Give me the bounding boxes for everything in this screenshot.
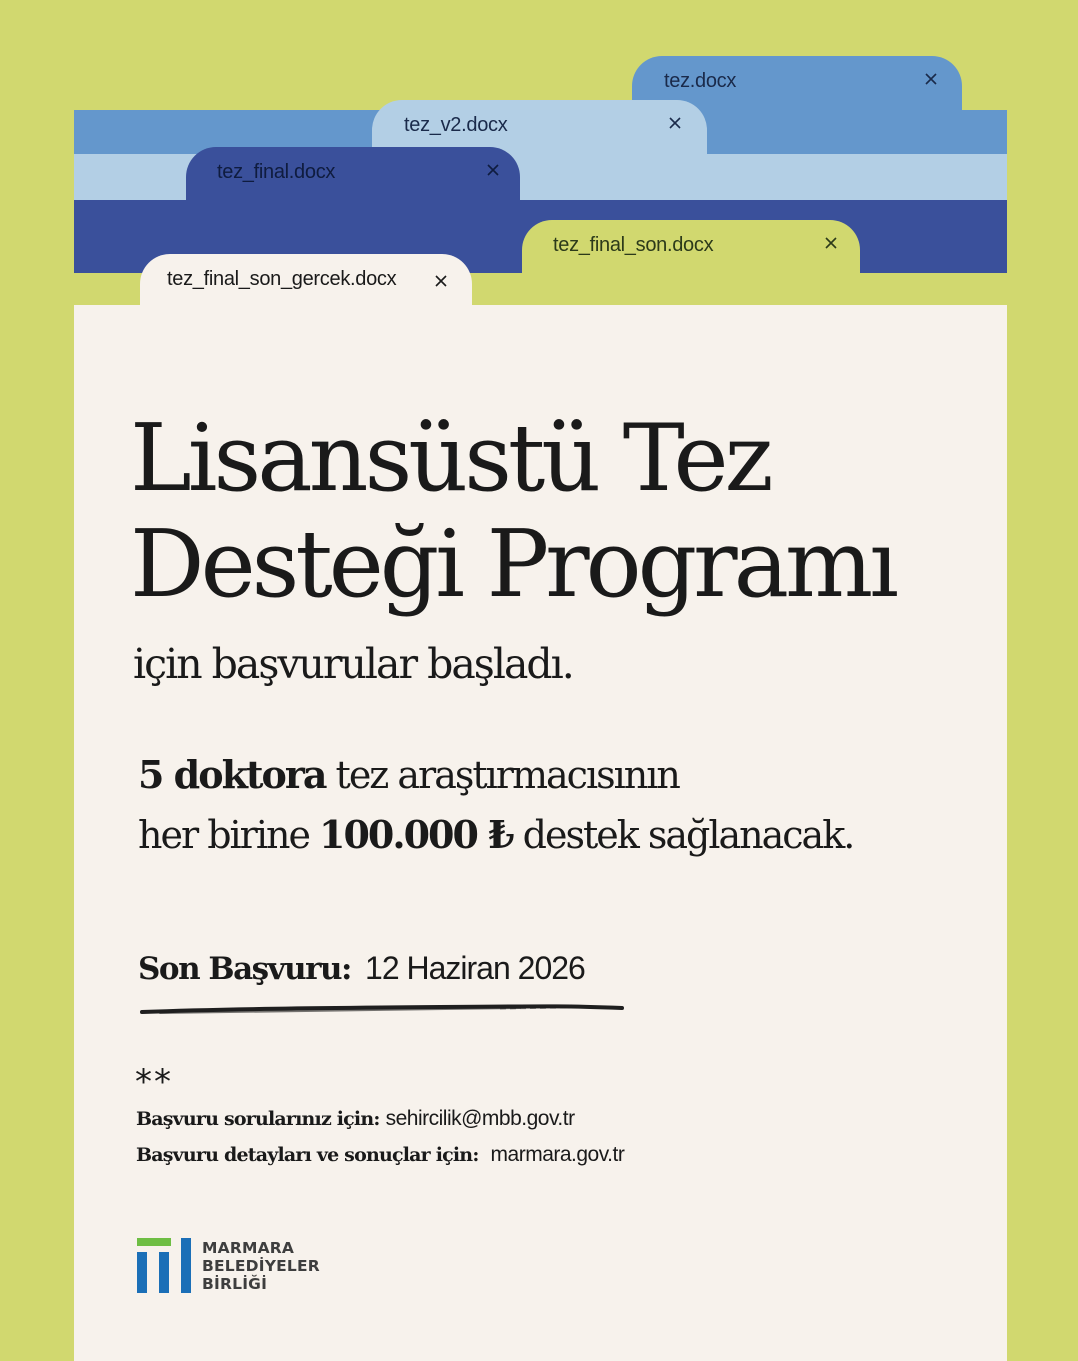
close-icon[interactable] xyxy=(924,72,938,86)
count-bold: 5 doktora xyxy=(138,752,326,797)
page-title-line2: Desteği Programı xyxy=(130,510,895,618)
page-subtitle: için başvurular başladı. xyxy=(133,640,573,688)
amount-prefix: her birine xyxy=(138,813,320,857)
close-icon[interactable] xyxy=(434,274,448,288)
contact-questions xyxy=(136,1107,575,1131)
amount-suffix: destek sağlanacak. xyxy=(512,813,854,857)
close-icon[interactable] xyxy=(824,236,838,250)
close-icon[interactable] xyxy=(486,163,500,177)
footnote-marker: ** xyxy=(135,1062,173,1102)
logo-line3: BİRLİĞİ xyxy=(202,1275,268,1293)
tab-tez-final-docx[interactable] xyxy=(186,147,520,209)
support-amount-line xyxy=(138,812,853,857)
page-title-line1: Lisansüstü Tez xyxy=(130,404,770,512)
marmara-logo-icon xyxy=(137,1238,193,1294)
deadline xyxy=(138,950,585,987)
contact-email[interactable]: sehircilik@mbb.gov.tr xyxy=(385,1107,575,1130)
tab-label: tez_final.docx xyxy=(217,161,336,183)
support-count-line xyxy=(138,752,679,797)
brush-underline xyxy=(140,1000,624,1018)
contact-website[interactable]: marmara.gov.tr xyxy=(490,1143,625,1166)
contact-details xyxy=(136,1143,624,1167)
logo-wordmark xyxy=(202,1239,320,1293)
logo-line1: MARMARA xyxy=(202,1239,295,1257)
tab-label: tez_v2.docx xyxy=(404,114,508,136)
contact-questions-label: Başvuru sorularınız için: xyxy=(136,1108,380,1130)
count-rest: tez araştırmacısının xyxy=(325,753,679,797)
tab-label: tez_final_son.docx xyxy=(553,234,714,256)
contact-details-label: Başvuru detayları ve sonuçlar için: xyxy=(136,1144,479,1166)
tab-tez-final-son-docx[interactable] xyxy=(522,220,860,274)
logo-line2: BELEDİYELER xyxy=(202,1257,320,1275)
tab-label: tez.docx xyxy=(664,70,737,92)
amount-bold: 100.000 ₺ xyxy=(319,812,513,857)
deadline-label: Son Başvuru: xyxy=(138,951,352,987)
tab-label: tez_final_son_gercek.docx xyxy=(167,268,397,290)
deadline-date: 12 Haziran 2026 xyxy=(365,950,585,986)
close-icon[interactable] xyxy=(668,116,682,130)
